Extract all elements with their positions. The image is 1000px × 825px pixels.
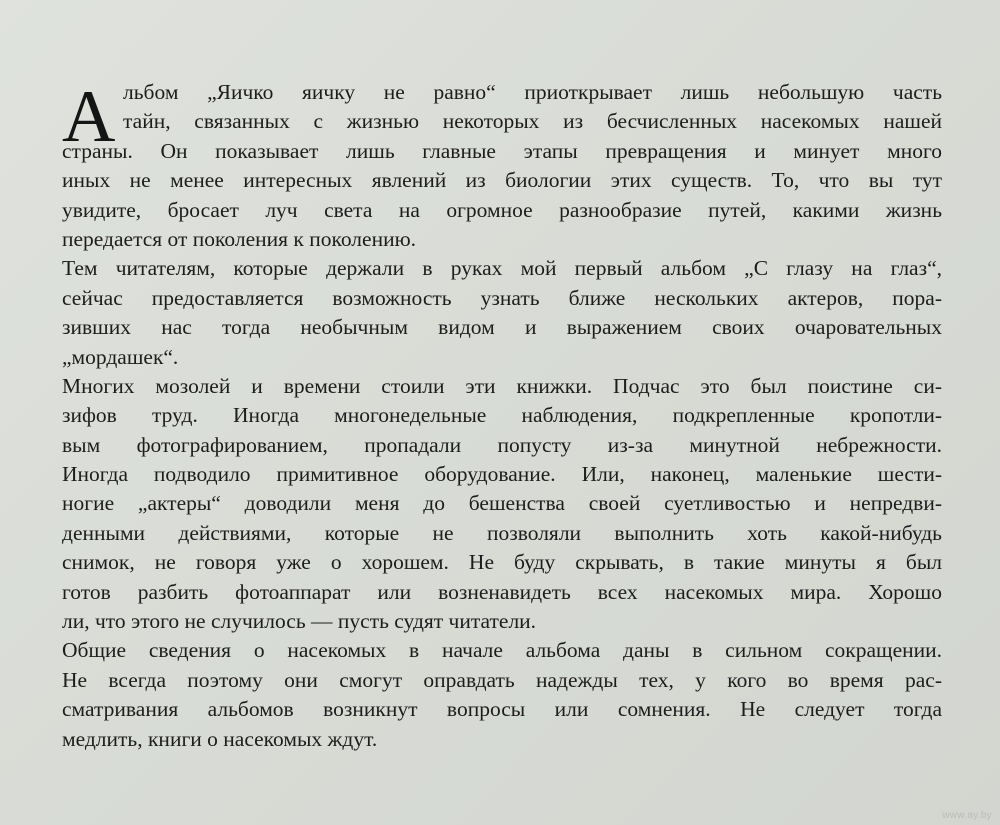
text-page (62, 78, 942, 754)
text-line: денными действиями, которые не позволяли выполнить хоть какой-нибудь (62, 520, 942, 545)
text-line: Не всегда поэтому они смогут оправдать надежды тех, у кого во время рас- (62, 667, 942, 692)
text-line: медлить, книги о насекомых ждут. (62, 726, 378, 751)
text-line: зивших нас тогда необычным видом и выражением своих очаровательных (62, 315, 942, 340)
text-line: страны. Он показывает лишь главные этапы превращения и минует много (62, 138, 942, 163)
text-line: готов разбить фотоаппарат или возненавидеть всех насекомых мира. Хорошо (62, 579, 942, 604)
paragraph-4 (62, 636, 942, 754)
text-line: передается от поколения к поколению. (62, 226, 417, 251)
text-line: зифов труд. Иногда многонедельные наблюдения, подкрепленные кропотли- (62, 403, 942, 428)
text-line: ногие „актеры“ доводили меня до бешенства своей суетливостью и непредви- (62, 491, 942, 516)
paragraph-3 (62, 372, 942, 637)
text-line: иных не менее интересных явлений из биологии этих существ. То, что вы тут (62, 168, 942, 193)
paragraph-2 (62, 254, 942, 372)
text-line: Тем читателям, которые держали в руках мой первый альбом „С глазу на глаз“, (62, 256, 942, 281)
text-line: Иногда подводило примитивное оборудование. Или, наконец, маленькие шести- (62, 462, 942, 487)
text-line: „мордашек“. (62, 344, 179, 369)
text-line: льбом „Яичко яичку не равно“ приоткрывает лишь небольшую часть (123, 80, 942, 104)
text-line: Многих мозолей и времени стоили эти книжки. Подчас это был поистине си- (62, 373, 942, 398)
text-line: увидите, бросает луч света на огромное разнообразие путей, какими жизнь (62, 197, 942, 222)
text-line: ли, что этого не случилось — пусть судят читатели. (62, 609, 537, 634)
text-line: снимок, не говоря уже о хорошем. Не буду скрывать, в такие минуты я был (62, 550, 942, 575)
text-line: сейчас предоставляется возможность узнать ближе нескольких актеров, пора- (62, 285, 942, 310)
watermark: www.ay.by (942, 810, 992, 821)
text-line: Общие сведения о насекомых в начале альбома даны в сильном сокращении. (62, 638, 942, 663)
text-line: сматривания альбомов возникнут вопросы или сомнения. Не следует тогда (62, 697, 942, 722)
text-line: вым фотографированием, пропадали попусту из-за минутной небрежности. (62, 432, 942, 457)
drop-cap-letter: А (62, 76, 116, 158)
text-line: тайн, связанных с жизнью некоторых из бесчисленных насекомых нашей (123, 109, 942, 134)
paragraph-1 (62, 78, 942, 254)
